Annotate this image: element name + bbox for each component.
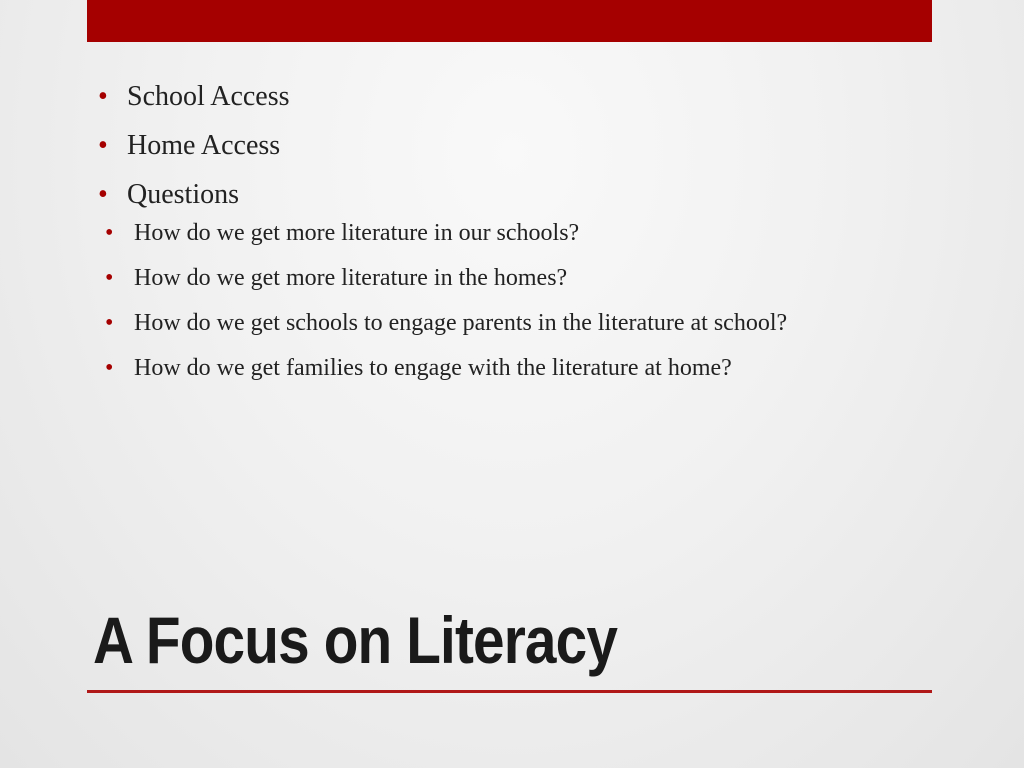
bullet-item [98, 127, 918, 165]
bullet-text: Home Access [127, 130, 281, 161]
bullet-text: Questions [127, 179, 239, 210]
slide-content [98, 78, 918, 397]
bullet-text: School Access [127, 81, 290, 112]
sub-bullet-text: How do we get schools to engage parents in the literature at school? [134, 310, 788, 336]
sub-bullet-text: How do we get more literature in our schools? [134, 220, 580, 246]
top-accent-bar [87, 0, 932, 42]
sub-bullet-item [105, 260, 918, 296]
sub-bullet-text: How do we get more literature in the homes? [134, 265, 568, 291]
sub-bullet-text: How do we get families to engage with the literature at home? [134, 355, 732, 381]
slide-title: A Focus on Literacy [93, 603, 618, 677]
bullet-item [98, 176, 918, 386]
title-underline [87, 690, 932, 693]
sub-bullet-item [105, 350, 918, 386]
sub-bullet-item [105, 215, 918, 251]
bullet-item [98, 78, 918, 116]
sub-bullet-list [134, 215, 918, 386]
bullet-list [98, 78, 918, 386]
sub-bullet-item [105, 305, 918, 341]
